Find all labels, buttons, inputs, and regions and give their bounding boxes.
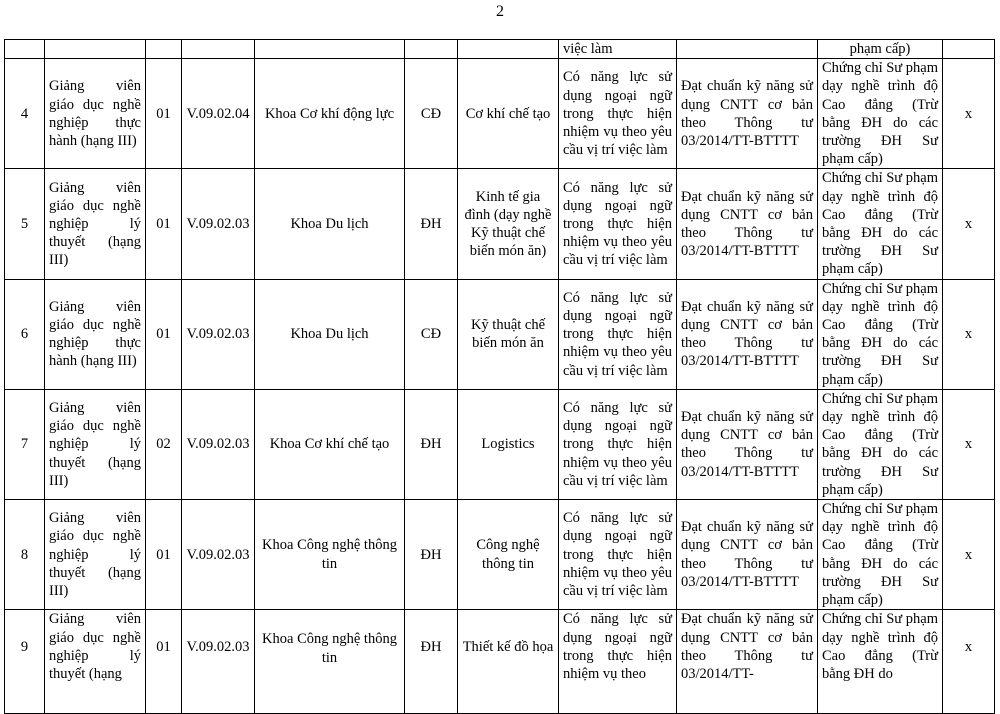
page-number: 2	[496, 3, 504, 20]
cell-stt: 6	[5, 279, 45, 389]
cell-code: V.09.02.03	[182, 169, 255, 279]
cell-position-title: Giảng viên giáo dục nghề nghiệp lý thuyết (hạng III)	[45, 500, 146, 610]
cell-language: Có năng lực sử dụng ngoại ngữ trong thực hiện nhiệm vụ theo yêu cầu vị trí việc làm	[559, 389, 677, 499]
table-row	[5, 59, 995, 169]
cell-position-title: Giảng viên giáo dục nghề nghiệp thực hành (hạng III)	[45, 59, 146, 169]
cell-mark: x	[943, 500, 995, 610]
cell-quantity: 01	[146, 279, 182, 389]
cell-code: V.09.02.03	[182, 610, 255, 714]
cell-level: CĐ	[405, 279, 458, 389]
cell-department: Khoa Công nghệ thông tin	[255, 610, 405, 714]
cell-quantity: 01	[146, 610, 182, 714]
table-row	[5, 389, 995, 499]
table-row	[5, 610, 995, 714]
cell-language-continued: việc làm	[559, 40, 677, 59]
cell-quantity: 02	[146, 389, 182, 499]
table-row-continued	[5, 40, 995, 59]
cell-stt: 5	[5, 169, 45, 279]
cell-pedagogy: Chứng chỉ Sư phạm dạy nghề trình độ Cao đẳng (Trừ bằng ĐH do các trường ĐH Sư phạm cấp)	[818, 279, 943, 389]
cell-it-skill: Đạt chuẩn kỹ năng sử dụng CNTT cơ bản theo Thông tư 03/2014/TT-BTTTT	[677, 389, 818, 499]
cell-code: V.09.02.03	[182, 279, 255, 389]
cell-level: ĐH	[405, 610, 458, 714]
cell-major: Kinh tế gia đình (dạy nghề Kỹ thuật chế biến món ăn)	[458, 169, 559, 279]
cell-pedagogy: Chứng chỉ Sư phạm dạy nghề trình độ Cao đẳng (Trừ bằng ĐH do các trường ĐH Sư phạm cấp)	[818, 169, 943, 279]
cell-position-title: Giảng viên giáo dục nghề nghiệp lý thuyết (hạng III)	[45, 169, 146, 279]
cell-level: ĐH	[405, 169, 458, 279]
cell-language: Có năng lực sử dụng ngoại ngữ trong thực hiện nhiệm vụ theo yêu cầu vị trí việc làm	[559, 279, 677, 389]
cell-major: Thiết kế đồ họa	[458, 610, 559, 714]
cell-language: Có năng lực sử dụng ngoại ngữ trong thực hiện nhiệm vụ theo	[559, 610, 677, 714]
cell-level: ĐH	[405, 389, 458, 499]
cell-stt: 4	[5, 59, 45, 169]
cell-code: V.09.02.03	[182, 389, 255, 499]
cell-department: Khoa Du lịch	[255, 169, 405, 279]
cell-pedagogy: Chứng chỉ Sư phạm dạy nghề trình độ Cao đẳng (Trừ bằng ĐH do	[818, 610, 943, 714]
cell-pedagogy-continued: phạm cấp)	[818, 40, 943, 59]
recruitment-table	[4, 39, 995, 714]
table-row	[5, 279, 995, 389]
cell-department: Khoa Cơ khí động lực	[255, 59, 405, 169]
cell-major: Logistics	[458, 389, 559, 499]
cell-it-skill: Đạt chuẩn kỹ năng sử dụng CNTT cơ bản theo Thông tư 03/2014/TT-	[677, 610, 818, 714]
cell-major: Công nghệ thông tin	[458, 500, 559, 610]
cell-language: Có năng lực sử dụng ngoại ngữ trong thực hiện nhiệm vụ theo yêu cầu vị trí việc làm	[559, 59, 677, 169]
cell-pedagogy: Chứng chỉ Sư phạm dạy nghề trình độ Cao đẳng (Trừ bằng ĐH do các trường ĐH Sư phạm cấp)	[818, 59, 943, 169]
cell-mark: x	[943, 169, 995, 279]
cell-code: V.09.02.04	[182, 59, 255, 169]
cell-it-skill: Đạt chuẩn kỹ năng sử dụng CNTT cơ bản theo Thông tư 03/2014/TT-BTTTT	[677, 59, 818, 169]
cell-major: Cơ khí chế tạo	[458, 59, 559, 169]
cell-level: CĐ	[405, 59, 458, 169]
cell-language: Có năng lực sử dụng ngoại ngữ trong thực hiện nhiệm vụ theo yêu cầu vị trí việc làm	[559, 169, 677, 279]
cell-stt: 7	[5, 389, 45, 499]
cell-department: Khoa Công nghệ thông tin	[255, 500, 405, 610]
cell-mark: x	[943, 59, 995, 169]
cell-pedagogy: Chứng chỉ Sư phạm dạy nghề trình độ Cao đẳng (Trừ bằng ĐH do các trường ĐH Sư phạm cấp)	[818, 389, 943, 499]
cell-position-title: Giảng viên giáo dục nghề nghiệp lý thuyết (hạng III)	[45, 389, 146, 499]
cell-level: ĐH	[405, 500, 458, 610]
cell-department: Khoa Cơ khí chế tạo	[255, 389, 405, 499]
cell-language: Có năng lực sử dụng ngoại ngữ trong thực hiện nhiệm vụ theo yêu cầu vị trí việc làm	[559, 500, 677, 610]
cell-pedagogy: Chứng chỉ Sư phạm dạy nghề trình độ Cao đẳng (Trừ bằng ĐH do các trường ĐH Sư phạm cấp)	[818, 500, 943, 610]
cell-position-title: Giảng viên giáo dục nghề nghiệp lý thuyết (hạng	[45, 610, 146, 714]
cell-it-skill: Đạt chuẩn kỹ năng sử dụng CNTT cơ bản theo Thông tư 03/2014/TT-BTTTT	[677, 279, 818, 389]
cell-stt: 9	[5, 610, 45, 714]
cell-it-skill: Đạt chuẩn kỹ năng sử dụng CNTT cơ bản theo Thông tư 03/2014/TT-BTTTT	[677, 169, 818, 279]
cell-it-skill: Đạt chuẩn kỹ năng sử dụng CNTT cơ bản theo Thông tư 03/2014/TT-BTTTT	[677, 500, 818, 610]
cell-mark: x	[943, 279, 995, 389]
cell-code: V.09.02.03	[182, 500, 255, 610]
cell-department: Khoa Du lịch	[255, 279, 405, 389]
table-row	[5, 500, 995, 610]
cell-quantity: 01	[146, 500, 182, 610]
table-row	[5, 169, 995, 279]
cell-quantity: 01	[146, 169, 182, 279]
cell-mark: x	[943, 610, 995, 714]
cell-quantity: 01	[146, 59, 182, 169]
cell-major: Kỹ thuật chế biến món ăn	[458, 279, 559, 389]
cell-position-title: Giảng viên giáo dục nghề nghiệp thực hành (hạng III)	[45, 279, 146, 389]
cell-mark: x	[943, 389, 995, 499]
cell-stt: 8	[5, 500, 45, 610]
